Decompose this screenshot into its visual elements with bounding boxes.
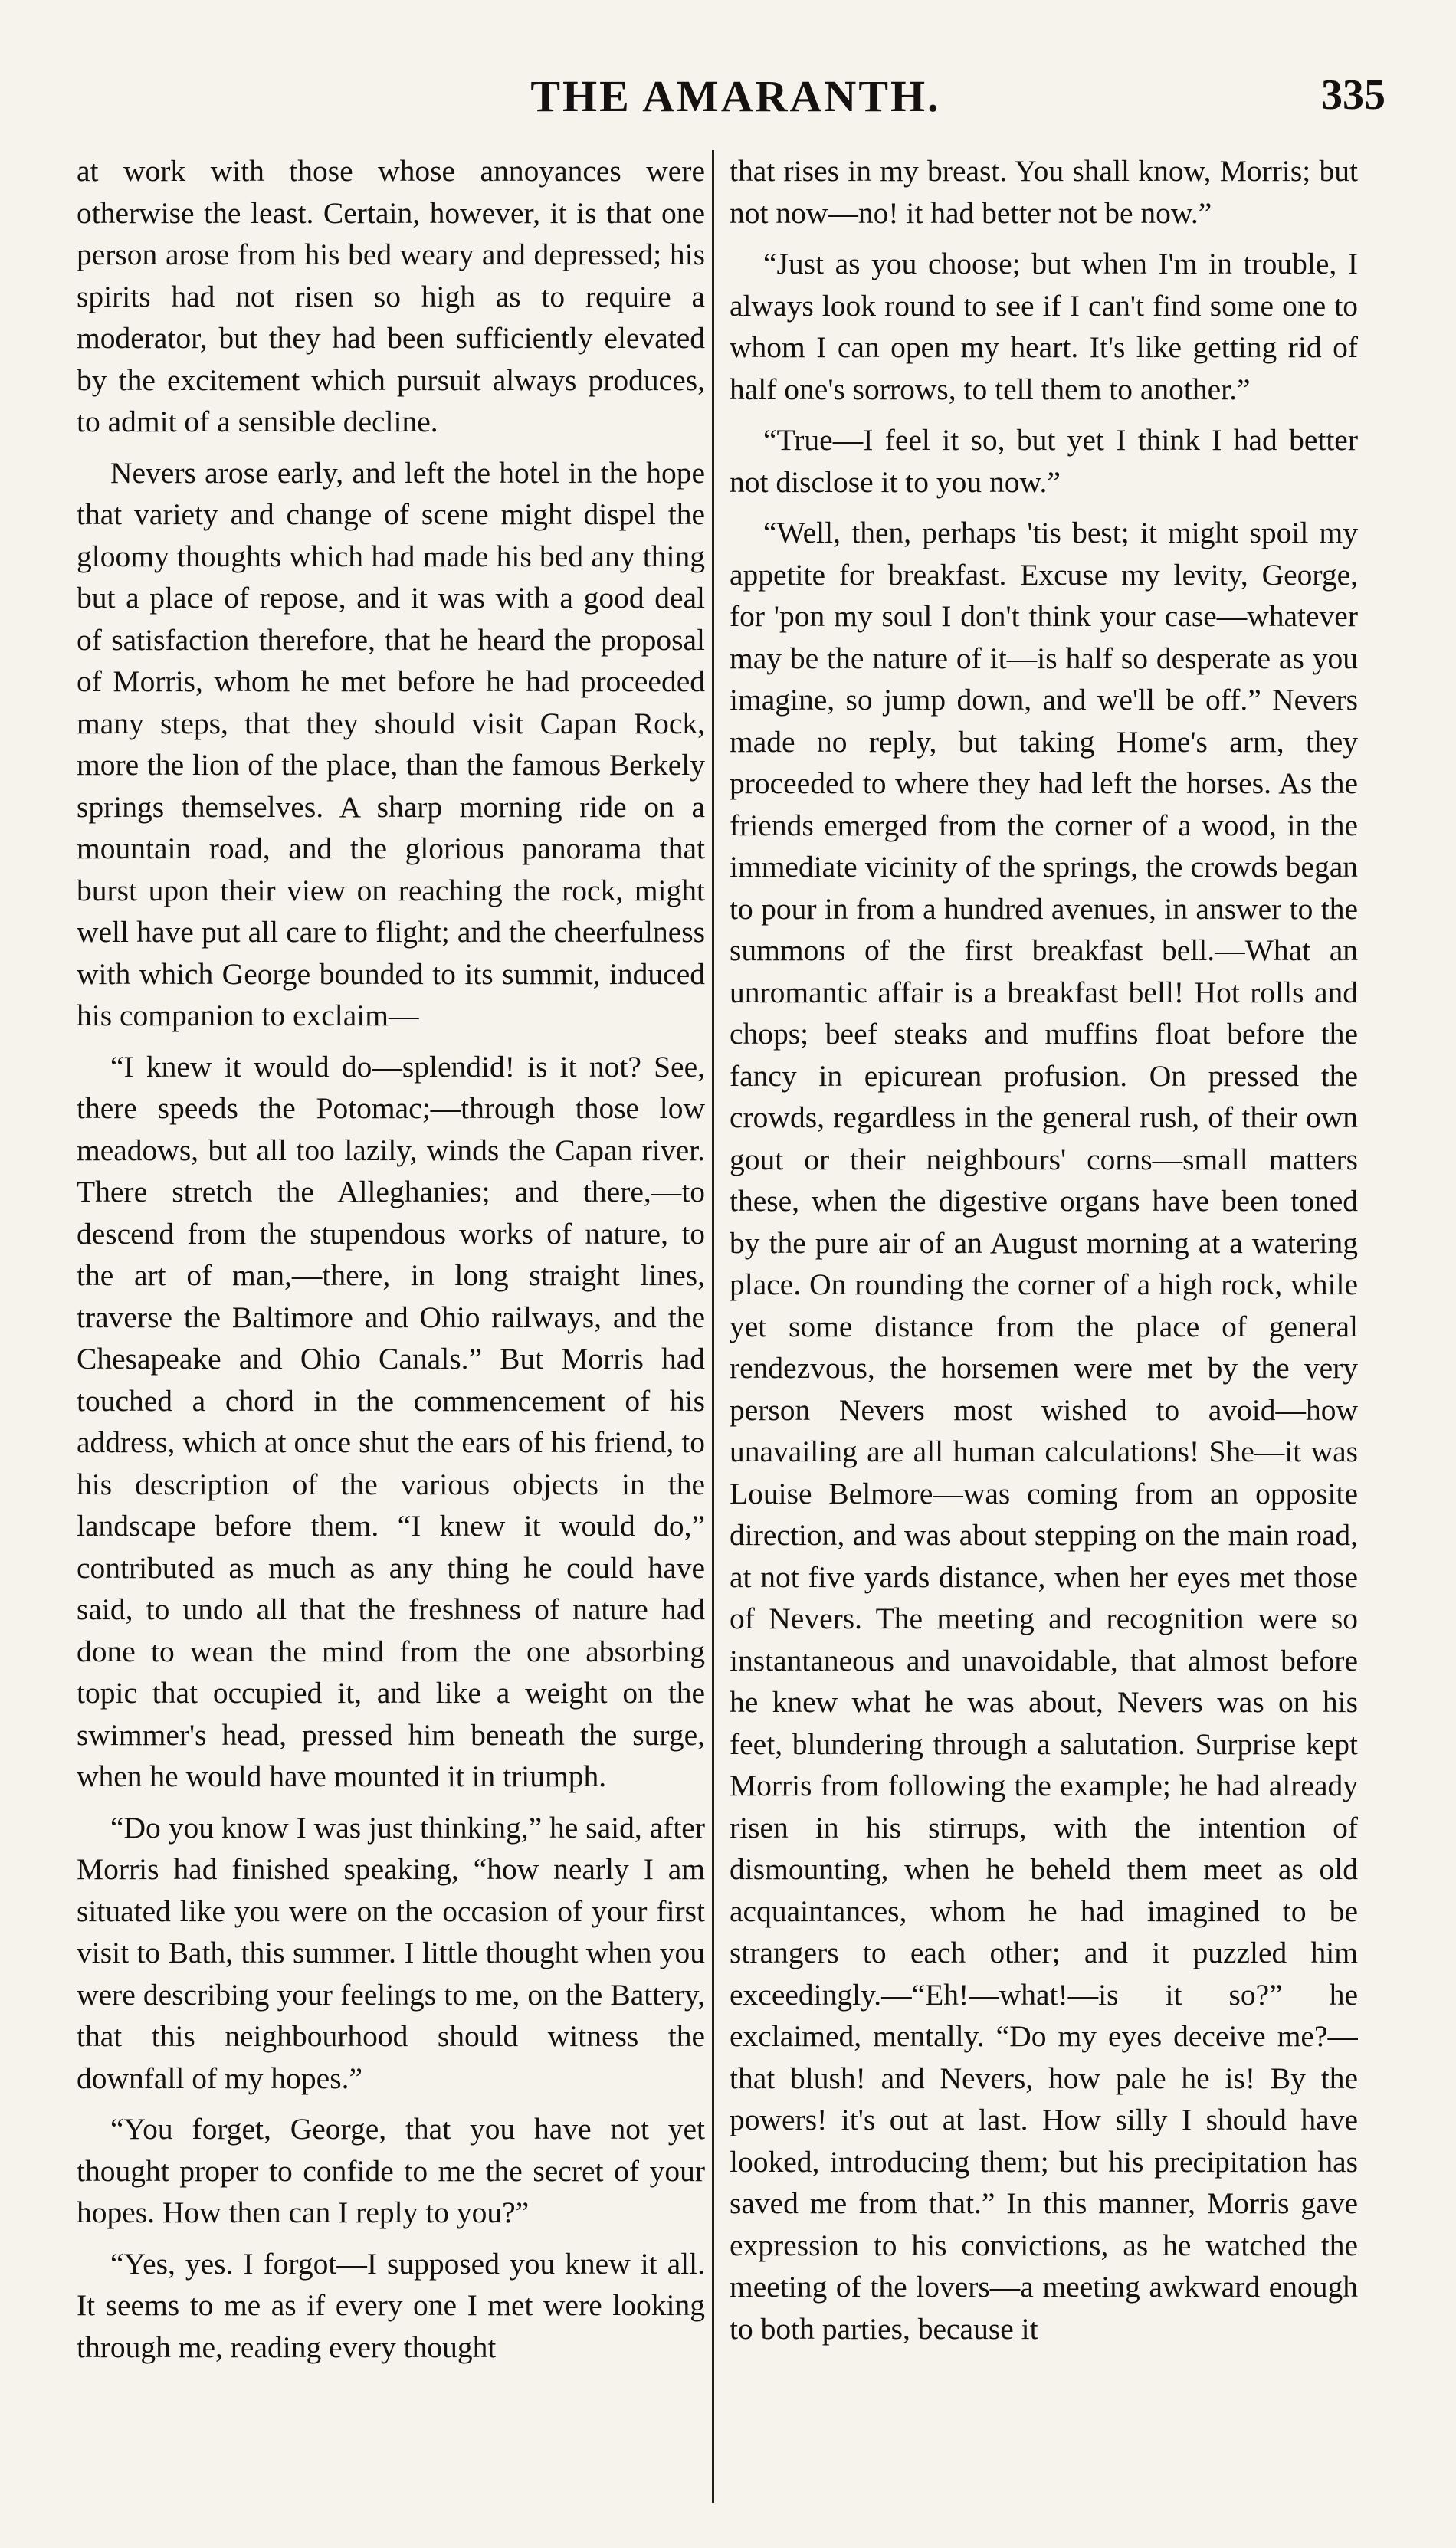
paragraph: “Do you know I was just thinking,” he said, after Morris had finished speaking, “how nearly I am situated like you were on the occasion of your first visit to Bath, this summer. I little thought when you were describing your feelings to me, on the Battery, that this neighbourhood should witness the downfall of my hopes.” xyxy=(77,1810,705,2095)
page-header xyxy=(0,71,1456,139)
paragraph: “I knew it would do—splendid! is it not? See, there speeds the Potomac;—through those low meadows, but all too lazily, winds the Capan river. There stretch the Alleghanies; and there,—to descend from the stupendous works of nature, to the art of man,—there, in long straight lines, traverse the Baltimore and Ohio railways, and the Chesapeake and Ohio Canals.” But Morris had touched a chord in the commencement of his address, which at once shut the ears of his friend, to his description of the various objects in the landscape before them. “I knew it would do,” contributed as much as any thing he could have said, to undo all that the freshness of nature had done to wean the mind from the one absorbing topic that occupied it, and like a weight on the swimmer's head, pressed him beneath the surge, when he would have mounted it in triumph. xyxy=(77,1049,705,1793)
paragraph: “Yes, yes. I forgot—I supposed you knew it all. It seems to me as if every one I met were looking through me, reading every thought xyxy=(77,2246,705,2364)
running-title: THE AMARANTH. xyxy=(530,71,941,121)
column-divider xyxy=(712,150,714,2503)
paragraph: “You forget, George, that you have not yet thought proper to confide to me the secret of your hopes. How then can I reply to you?” xyxy=(77,2112,705,2229)
paragraph: Nevers arose early, and left the hotel in the hope that variety and change of scene might dispel the gloomy thoughts which had made his bed any thing but a place of repose, and it was with a good deal of satisfaction therefore, that he heard the proposal of Morris, whom he met before he had proceeded many steps, that they should visit Capan Rock, more the lion of the place, than the famous Berkely springs themselves. A sharp morning ride on a mountain road, and the glorious panorama that burst upon their view on reaching the rock, might well have put all care to flight; and the cheerfulness with which George bounded to its summit, induced his companion to exclaim— xyxy=(77,455,705,1032)
paragraph: that rises in my breast. You shall know, Morris; but not now—no! it had better not be now.” xyxy=(730,154,1358,230)
right-column xyxy=(730,150,1358,2503)
left-column xyxy=(77,150,705,2503)
paragraph: at work with those whose annoyances were otherwise the least. Certain, however, it is that one person arose from his bed weary and depressed; his spirits had not risen so high as to require a moderator, but they had been sufficiently elevated by the excitement which pursuit always produces, to admit of a sensible decline. xyxy=(77,154,705,438)
paragraph: “Just as you choose; but when I'm in trouble, I always look round to see if I can't find some one to whom I can open my heart. It's like getting rid of half one's sorrows, to tell them to another.” xyxy=(730,247,1358,406)
paragraph: “Well, then, perhaps 'tis best; it might spoil my appetite for breakfast. Excuse my levity, George, for 'pon my soul I don't think your case—whatever may be the nature of it—is half so desperate as you imagine, so jump down, and we'll be off.” Nevers made no reply, but taking Home's arm, they proceeded to where they had left the horses. As the friends emerged from the corner of a wood, in the immediate vicinity of the springs, the crowds began to pour in from a hundred avenues, in answer to the summons of the first breakfast bell.—What an unromantic affair is a breakfast bell! Hot rolls and chops; beef steaks and muffins float before the fancy in epicurean profusion. On pressed the crowds, regardless in the general rush, of their own gout or their neighbours' corns—small matters these, when the digestive organs have been toned by the pure air of an August morning at a watering place. On rounding the corner of a high rock, while yet some distance from the place of general rendezvous, the horsemen were met by the very person Nevers most wished to avoid—how unavailing are all human calculations! She—it was Louise Belmore—was coming from an opposite direction, and was about stepping on the main road, at not five yards distance, when her eyes met those of Nevers. The meeting and recognition were so instantaneous and unavoidable, that almost before he knew what he was about, Nevers was on his feet, blundering through a salutation. Surprise kept Morris from following the example; he had already risen in his stirrups, with the intention of dismounting, when he beheld them meet as old acquaintances, whom he had imagined to be strangers to each other; and it puzzled him exceedingly.—“Eh!—what!—is it so?” he exclaimed, mentally. “Do my eyes deceive me?—that blush! and Nevers, how pale he is! By the powers! it's out at last. How silly I should have looked, introducing them; but his precipitation has saved me from that.” In this manner, Morris gave expression to his convictions, as he watched the meeting of the lovers—a meeting awkward enough to both parties, because it xyxy=(730,516,1358,2346)
page-number: 335 xyxy=(1321,71,1385,119)
paragraph: “True—I feel it so, but yet I think I had better not disclose it to you now.” xyxy=(730,423,1358,499)
